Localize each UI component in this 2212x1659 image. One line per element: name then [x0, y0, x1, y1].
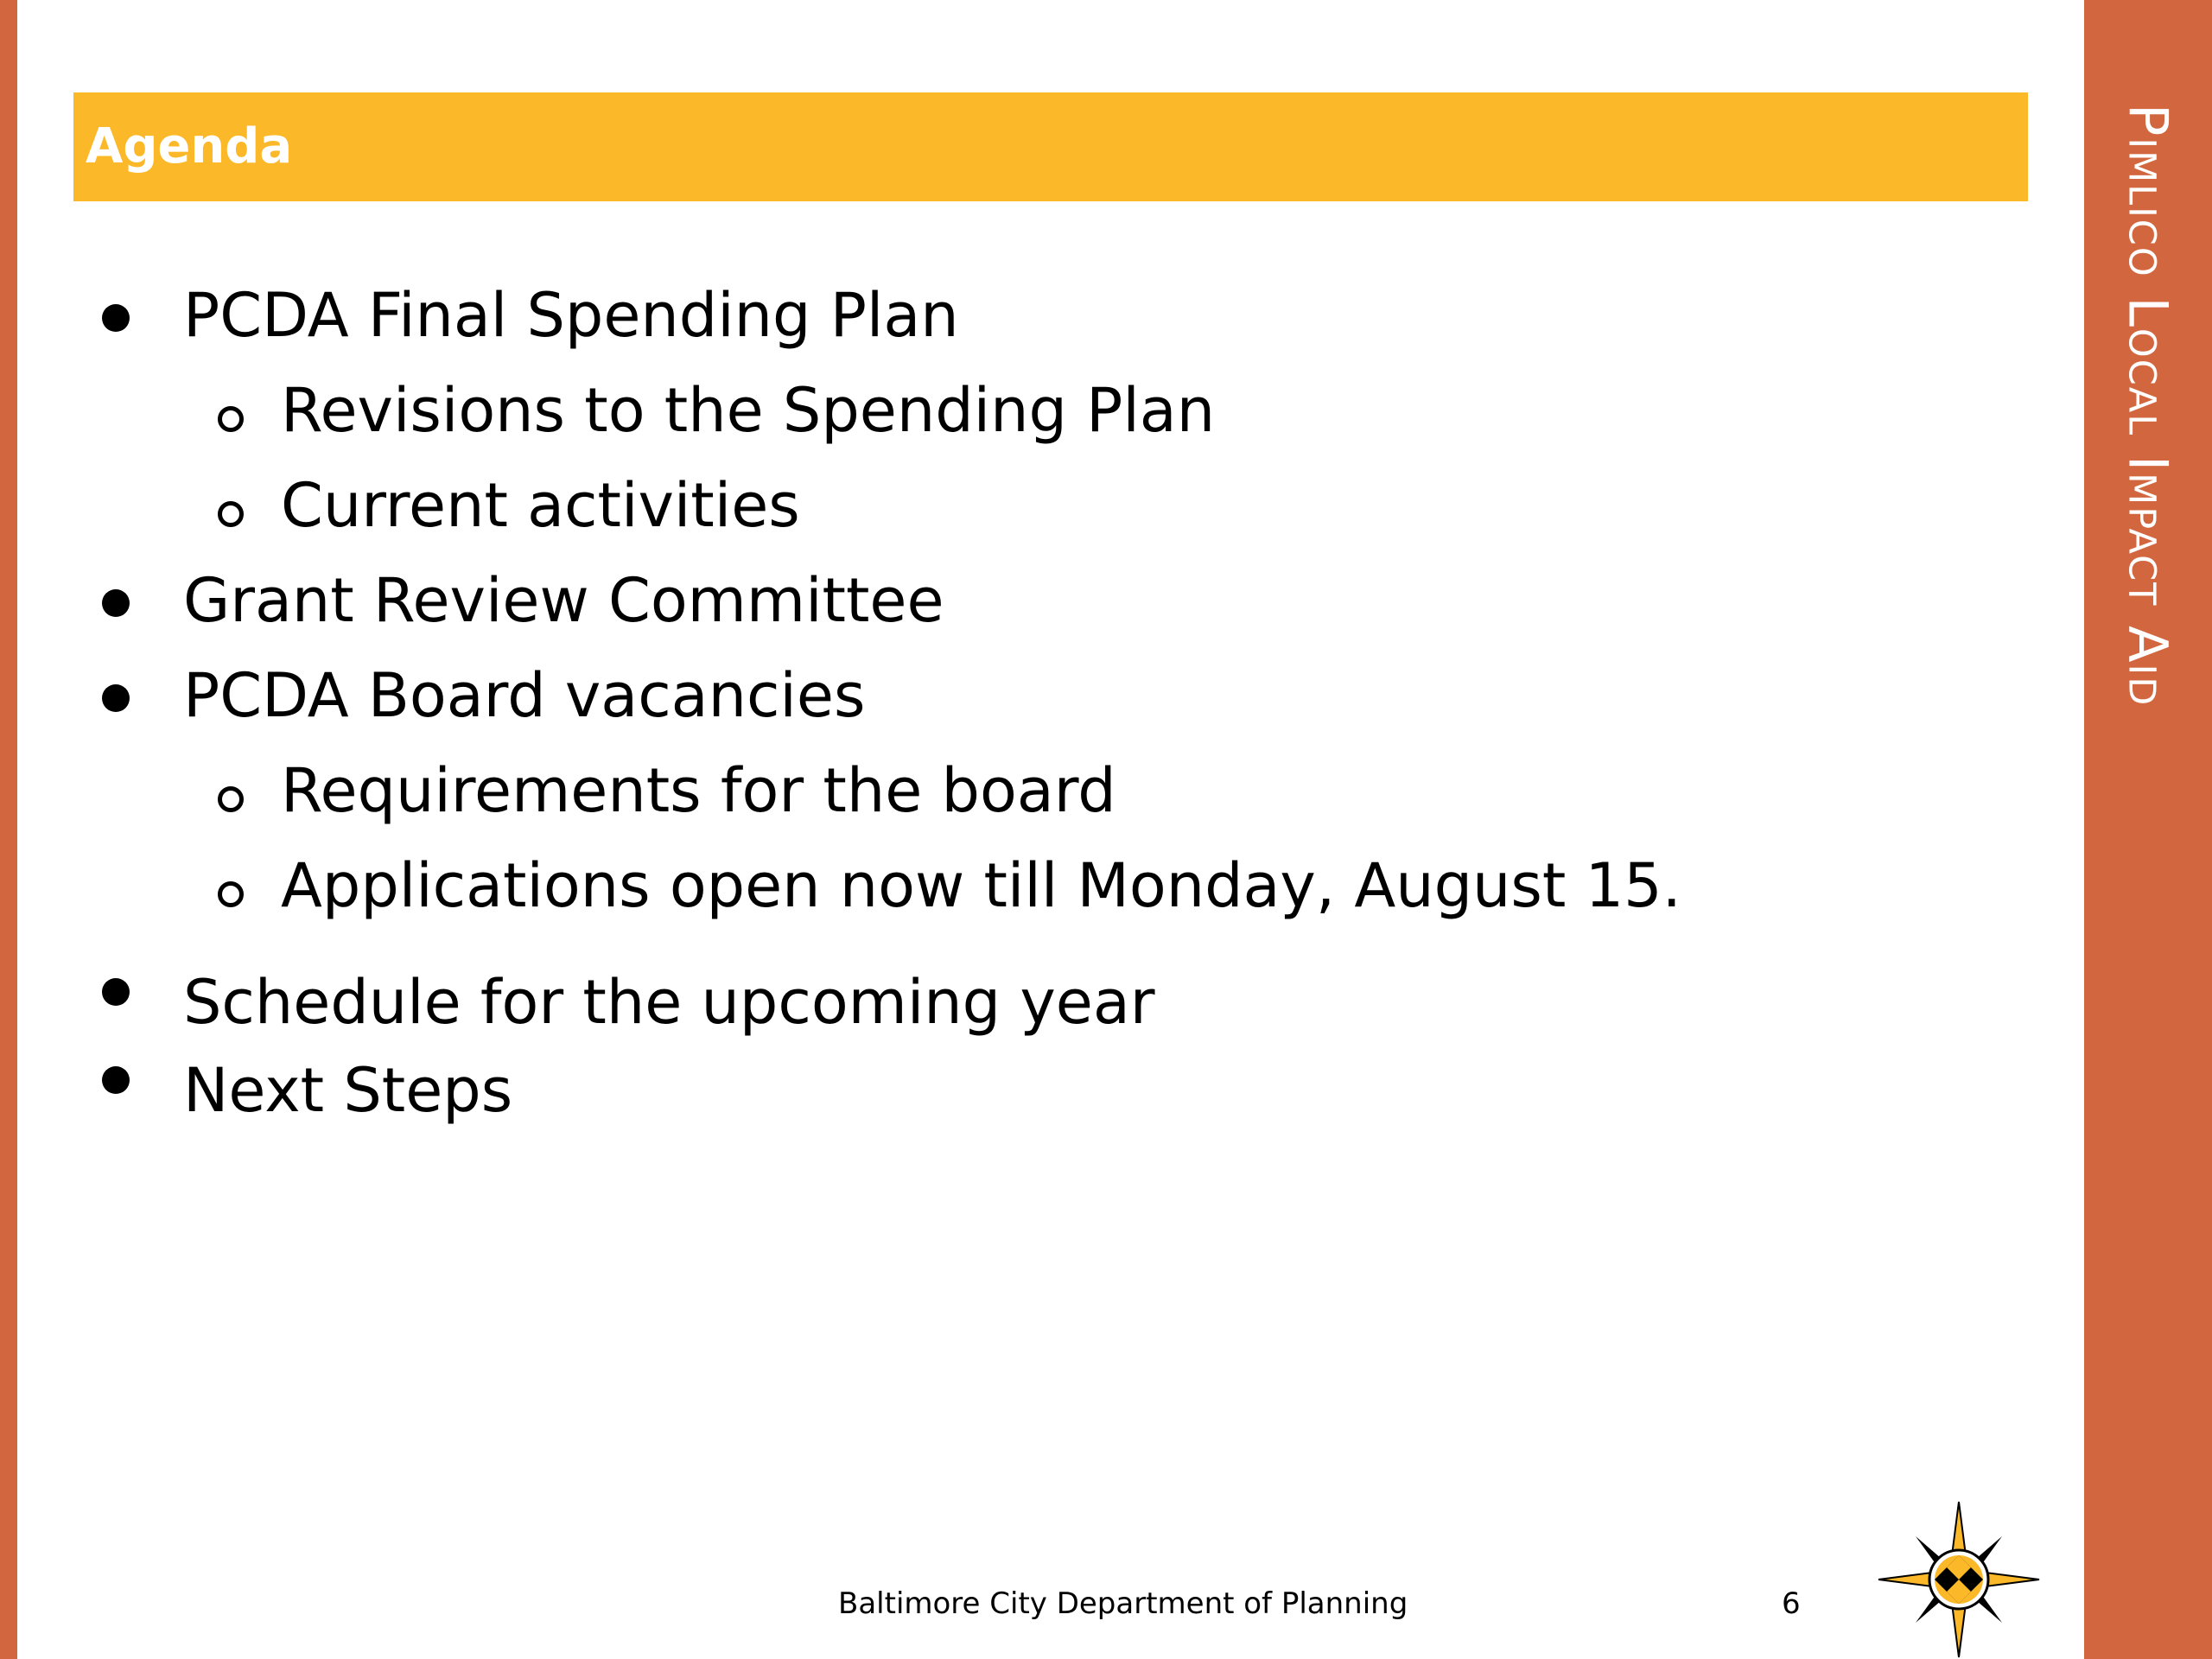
bullet-ring-icon: [218, 881, 244, 907]
page-number: 6: [1782, 1586, 1801, 1621]
agenda-item: Grant Review Committee: [183, 565, 944, 636]
bullet-dot-icon: [102, 589, 130, 617]
bullet-dot-icon: [102, 684, 130, 712]
bullet-dot-icon: [102, 304, 130, 332]
bullet-ring-icon: [218, 501, 244, 527]
compass-star-logo-icon: [1877, 1500, 2041, 1659]
agenda-item: Schedule for the upcoming year: [183, 967, 1155, 1038]
agenda-subitem: Requirements for the board: [281, 755, 1116, 826]
agenda-subitem: Revisions to the Spending Plan: [281, 375, 1216, 446]
bullet-dot-icon: [102, 1066, 130, 1094]
bullet-dot-icon: [102, 978, 130, 1006]
footer-organization: Baltimore City Department of Planning: [838, 1586, 1408, 1621]
bullet-ring-icon: [218, 406, 244, 432]
bullet-ring-icon: [218, 786, 244, 812]
page-title: Agenda: [86, 118, 293, 175]
agenda-subitem: Applications open now till Monday, August 15.: [281, 850, 1681, 921]
vertical-title: Pimlico Local Impact Aid: [2116, 104, 2180, 708]
agenda-item: PCDA Final Spending Plan: [183, 280, 959, 351]
vertical-title-container: [2084, 0, 2212, 1659]
agenda-item: Next Steps: [183, 1055, 513, 1126]
agenda-item: PCDA Board vacancies: [183, 660, 866, 731]
agenda-subitem: Current activities: [281, 470, 800, 541]
